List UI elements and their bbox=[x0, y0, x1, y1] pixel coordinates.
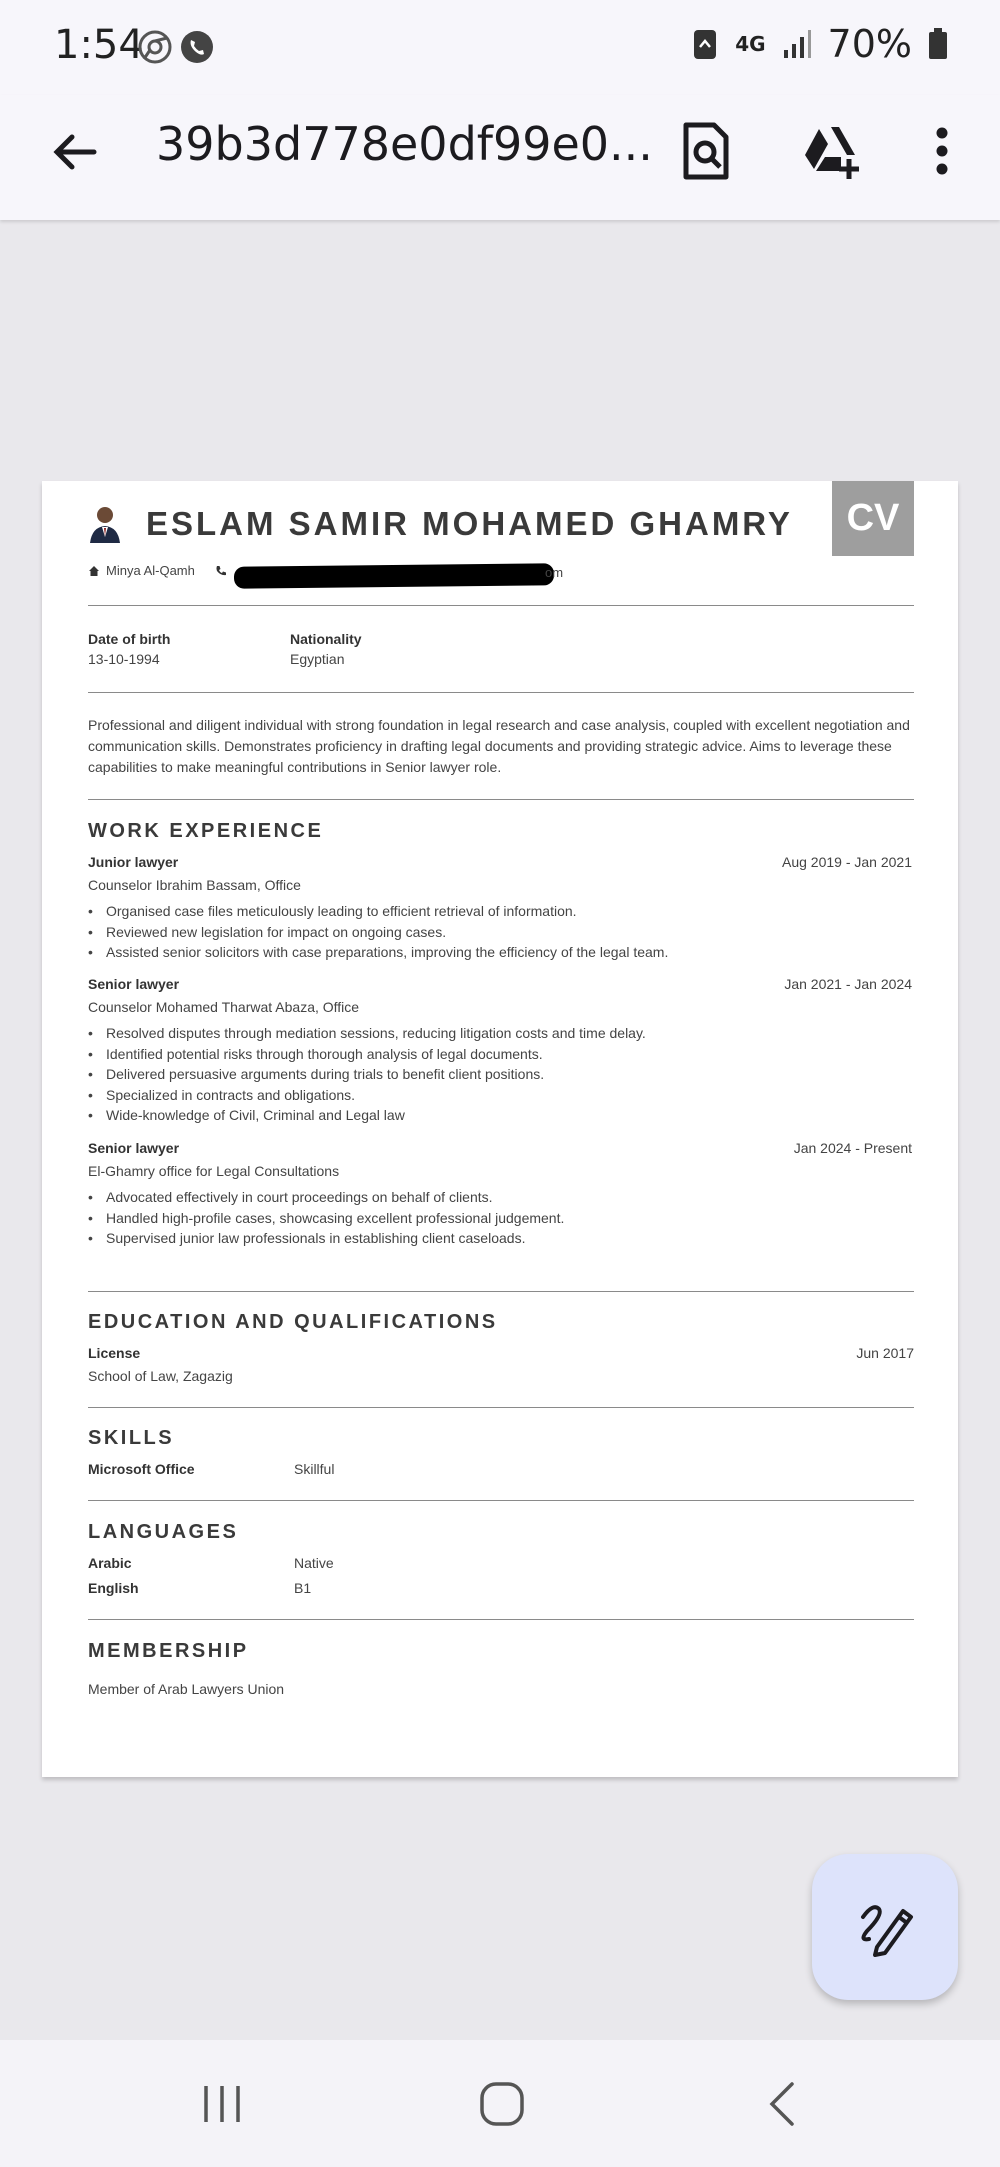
status-bar bbox=[0, 0, 1000, 95]
candidate-name: ESLAM SAMIR MOHAMED GHAMRY bbox=[146, 505, 793, 542]
divider bbox=[88, 1500, 914, 1501]
status-time: 1:54 bbox=[54, 22, 144, 68]
list-item: • Reviewed new legislation for impact on ongoing cases. bbox=[106, 922, 668, 943]
skill-name: Microsoft Office bbox=[88, 1461, 195, 1477]
more-options-icon[interactable] bbox=[910, 119, 974, 183]
language-level: B1 bbox=[294, 1580, 312, 1596]
app-bar bbox=[0, 95, 1000, 220]
school: School of Law, Zagazig bbox=[88, 1368, 233, 1384]
search-document-icon[interactable] bbox=[674, 119, 738, 183]
divider bbox=[88, 799, 914, 800]
language-name: English bbox=[88, 1580, 139, 1596]
job-company: Counselor Ibrahim Bassam, Office bbox=[88, 877, 301, 893]
network-type: 4G bbox=[735, 32, 766, 56]
divider bbox=[88, 692, 914, 693]
battery-percent: 70% bbox=[827, 22, 912, 66]
signal-icon bbox=[782, 28, 812, 60]
redacted-contact bbox=[234, 563, 554, 588]
chrome-app-icon bbox=[136, 28, 174, 66]
list-item: • Supervised junior law professionals in establishing client caseloads. bbox=[106, 1228, 564, 1249]
membership-text: Member of Arab Lawyers Union bbox=[88, 1681, 285, 1697]
job-title: Junior lawyer bbox=[88, 854, 179, 870]
location: Minya Al-Qamh bbox=[106, 563, 195, 578]
phone-backup-icon bbox=[691, 27, 719, 61]
job-bullets bbox=[106, 901, 668, 963]
edit-fab-button[interactable] bbox=[812, 1854, 958, 2000]
document-title: 39b3d778e0df99e0... bbox=[156, 117, 653, 171]
back-arrow-icon[interactable] bbox=[48, 125, 102, 179]
list-item: • Delivered persuasive arguments during trials to benefit client positions. bbox=[106, 1064, 646, 1085]
education-heading: EDUCATION AND QUALIFICATIONS bbox=[88, 1311, 498, 1333]
home-button-icon[interactable] bbox=[472, 2076, 532, 2132]
divider bbox=[88, 1619, 914, 1620]
list-item: • Wide-knowledge of Civil, Criminal and Legal law bbox=[106, 1105, 646, 1126]
degree: License bbox=[88, 1345, 141, 1361]
list-item: • Identified potential risks through thorough analysis of legal documents. bbox=[106, 1044, 646, 1065]
avatar bbox=[88, 503, 122, 543]
contact-line bbox=[88, 563, 227, 578]
language-level: Native bbox=[294, 1555, 334, 1571]
skills-heading: SKILLS bbox=[88, 1427, 175, 1449]
home-icon bbox=[88, 565, 100, 577]
job-bullets bbox=[106, 1023, 646, 1126]
battery-icon bbox=[928, 28, 948, 60]
list-item: • Specialized in contracts and obligations. bbox=[106, 1085, 646, 1106]
job-date: Jan 2021 - Jan 2024 bbox=[784, 976, 912, 992]
nationality-value: Egyptian bbox=[290, 651, 345, 667]
save-to-drive-icon[interactable] bbox=[800, 119, 864, 183]
dob-value: 13-10-1994 bbox=[88, 651, 160, 667]
dob-label: Date of birth bbox=[88, 631, 171, 647]
job-date: Aug 2019 - Jan 2021 bbox=[782, 854, 912, 870]
job-bullets bbox=[106, 1187, 564, 1249]
divider bbox=[88, 605, 914, 606]
contact-tail: om bbox=[545, 565, 564, 580]
document-page bbox=[42, 481, 958, 1777]
profile-summary: Professional and diligent individual with strong foundation in legal research and case analysis, coupled with excellent negotiation and communication skills. Demonstrates proficiency in drafting legal documents and providing strategic advice. Aims to leverage these capabilities to make meaningful contributions in Senior lawyer role. bbox=[88, 717, 910, 775]
languages-heading: LANGUAGES bbox=[88, 1521, 239, 1543]
language-name: Arabic bbox=[88, 1555, 132, 1571]
whatsapp-icon bbox=[178, 28, 216, 66]
list-item: • Handled high-profile cases, showcasing excellent professional judgement. bbox=[106, 1208, 564, 1229]
education-date: Jun 2017 bbox=[856, 1345, 914, 1361]
list-item: • Advocated effectively in court proceedings on behalf of clients. bbox=[106, 1187, 564, 1208]
job-company: Counselor Mohamed Tharwat Abaza, Office bbox=[88, 999, 360, 1015]
back-nav-icon[interactable] bbox=[752, 2076, 812, 2132]
job-company: El-Ghamry office for Legal Consultations bbox=[88, 1163, 340, 1179]
skill-level: Skillful bbox=[294, 1461, 335, 1477]
divider bbox=[88, 1407, 914, 1408]
navigation-bar bbox=[0, 2040, 1000, 2167]
list-item: • Organised case files meticulously leading to efficient retrieval of information. bbox=[106, 901, 668, 922]
recent-apps-icon[interactable] bbox=[192, 2076, 252, 2132]
job-title: Senior lawyer bbox=[88, 1140, 180, 1156]
divider bbox=[88, 1291, 914, 1292]
status-right bbox=[691, 22, 948, 66]
list-item: • Resolved disputes through mediation sessions, reducing litigation costs and time delay. bbox=[106, 1023, 646, 1044]
draw-edit-icon bbox=[855, 1897, 915, 1957]
cv-badge: CV bbox=[832, 481, 914, 556]
work-experience-heading: WORK EXPERIENCE bbox=[88, 820, 324, 842]
job-date: Jan 2024 - Present bbox=[793, 1140, 912, 1156]
nationality-label: Nationality bbox=[290, 631, 362, 647]
job-title: Senior lawyer bbox=[88, 976, 180, 992]
phone-icon bbox=[215, 565, 227, 577]
membership-heading: MEMBERSHIP bbox=[88, 1640, 249, 1662]
list-item: • Assisted senior solicitors with case preparations, improving the efficiency of the legal team. bbox=[106, 942, 668, 963]
